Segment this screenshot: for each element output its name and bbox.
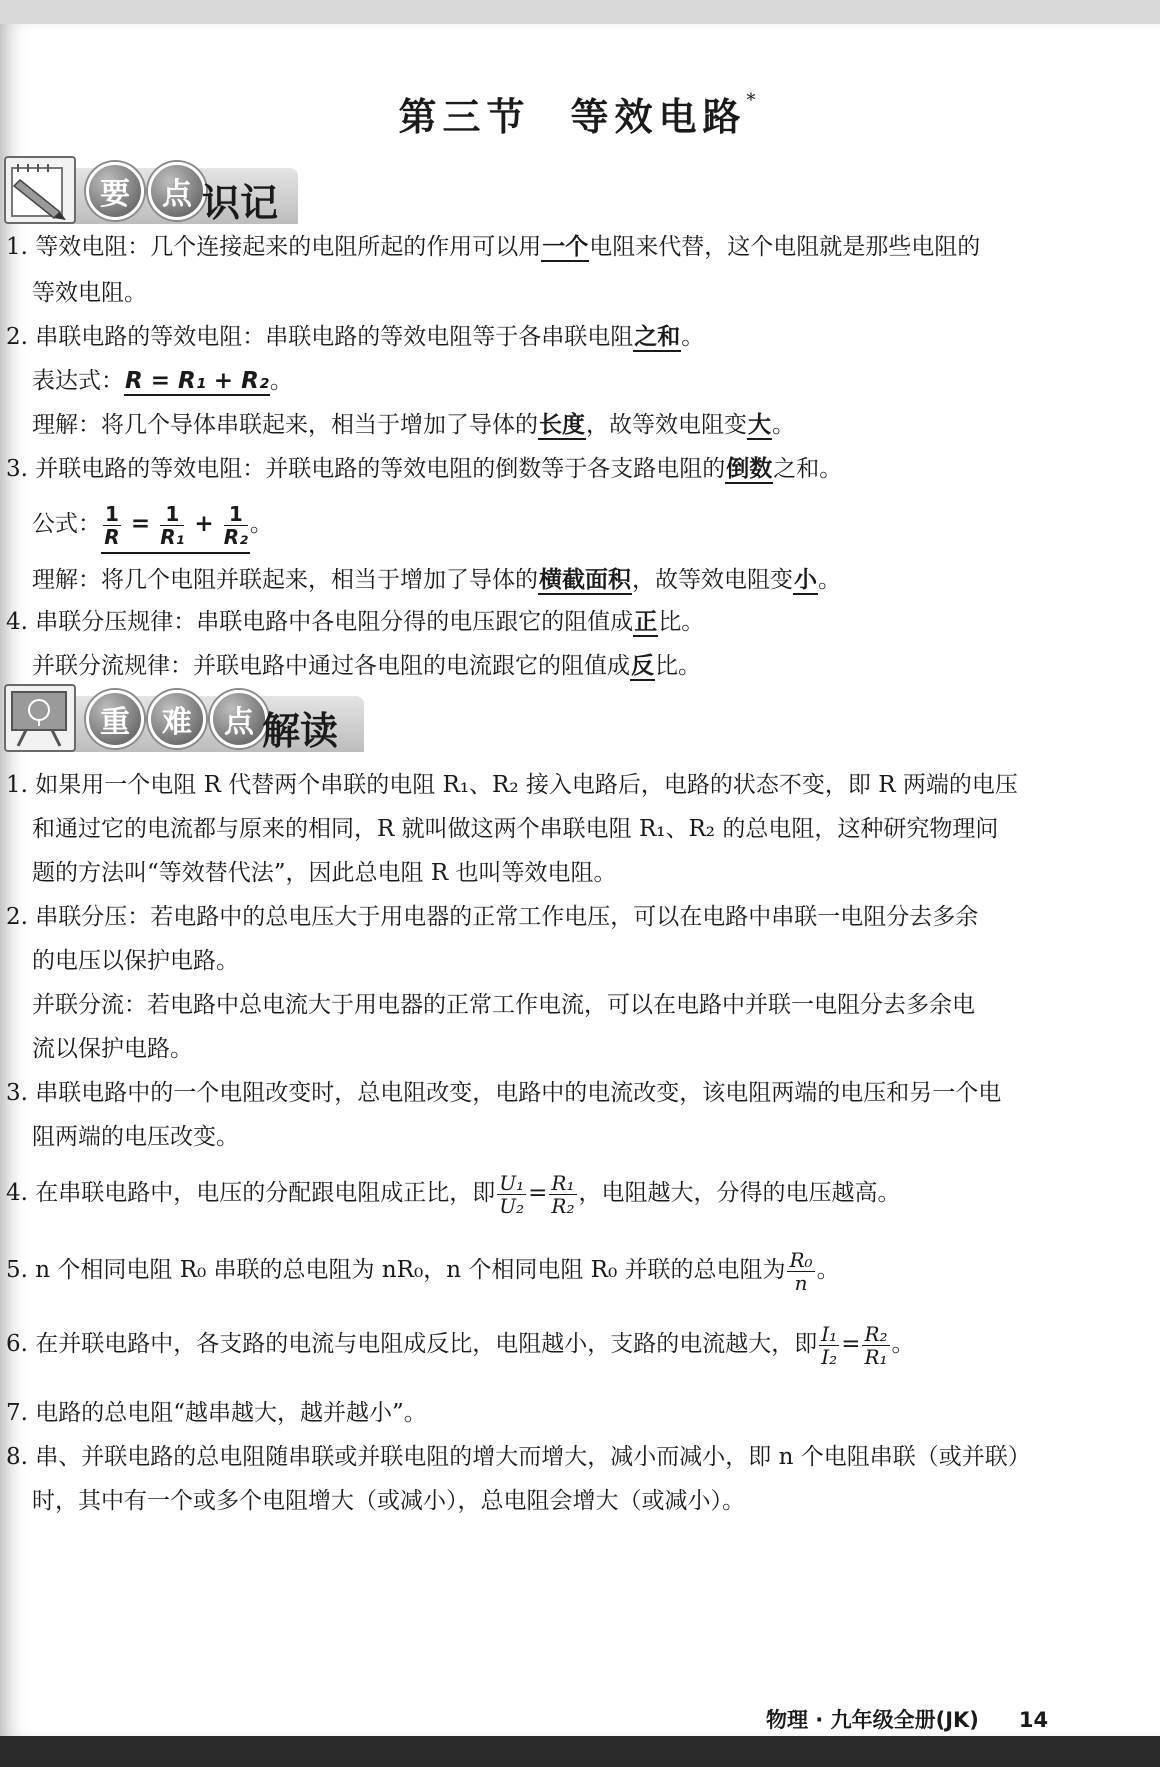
key-point-2: 2. 串联电路的等效电阻：串联电路的等效电阻等于各串联电阻之和。	[6, 324, 705, 350]
interpretation-5: 5. n 个相同电阻 R₀ 串联的总电阻为 nR₀，n 个相同电阻 R₀ 并联的总电阻为 $\frac{\text{R₀}}{n}$ 。	[6, 1247, 840, 1295]
optional-mark: *	[746, 90, 762, 111]
bubble-char: 要	[86, 162, 144, 220]
answer-blank: 之和	[634, 324, 681, 350]
section-topic: 等效电路	[570, 94, 747, 139]
interpretation-2: 2. 串联分压：若电路中的总电压大于用电器的正常工作电压，可以在电路中串联一电阻分去多余	[6, 904, 979, 930]
page-footer	[766, 1704, 1048, 1734]
section-title	[0, 86, 1160, 141]
key-point-4-parallel: 并联分流规律：并联电路中通过各电阻的电流跟它的阻值成反比。	[32, 653, 701, 679]
interpretation-3: 3. 串联电路中的一个电阻改变时，总电阻改变，电路中的电流改变，该电阻两端的电压和另一个电	[6, 1080, 1002, 1106]
interpretation-4: 4. 在串联电路中，电压的分配跟电阻成正比，即 $\frac{\text{U₁}}{\text{U₂}}$ = $\frac{\text{R₁}}{\text{R₂}}$ ，电阻越大，分得的电压越高。	[6, 1170, 901, 1218]
bubble-char: 点	[210, 690, 268, 748]
key-point-4: 4. 串联分压规律：串联电路中各电阻分得的电压跟它的阻值成正比。	[6, 609, 705, 635]
answer-formula: $\frac{1}{R}$ = $\frac{1}{\text{R₁}}$ + $\frac{1}{\text{R₂}}$	[101, 498, 250, 554]
interpretation-2-cont: 的电压以保护电路。	[32, 948, 239, 974]
answer-blank: 小	[794, 567, 817, 593]
answer-blank: 正	[634, 609, 658, 635]
book-title: 物理 · 九年级全册(JK)	[766, 1708, 979, 1732]
presentation-board-icon	[4, 684, 76, 752]
parallel-formula: 公式： $\frac{1}{R}$ = $\frac{1}{\text{R₁}}$ + $\frac{1}{\text{R₂}}$ 。	[32, 498, 273, 554]
key-point-3: 3. 并联电路的等效电阻：并联电路的等效电阻的倒数等于各支路电阻的倒数之和。	[6, 456, 843, 482]
banner-bubbles	[86, 690, 268, 748]
series-understanding: 理解：将几个导体串联起来，相当于增加了导体的长度，故等效电阻变大。	[32, 412, 795, 438]
bubble-char: 难	[148, 690, 206, 748]
interpretation-2-parallel: 并联分流：若电路中总电流大于用电器的正常工作电流，可以在电路中并联一电阻分去多余电	[32, 992, 975, 1018]
key-point-1-cont: 等效电阻。	[32, 280, 147, 306]
answer-blank: 长度	[539, 412, 585, 438]
section-number: 第三节	[398, 94, 531, 139]
banner-difficult-points	[0, 684, 380, 754]
answer-blank: 反	[631, 653, 654, 679]
interpretation-8: 8. 串、并联电路的总电阻随串联或并联电阻的增大而增大，减小而减小，即 n 个电阻串联（或并联）	[6, 1444, 1031, 1470]
interpretation-1: 1. 如果用一个电阻 R 代替两个串联的电阻 R₁、R₂ 接入电路后，电路的状态不变，即 R 两端的电压	[6, 772, 1018, 798]
interpretation-3-cont: 阻两端的电压改变。	[32, 1124, 239, 1150]
bubble-char: 点	[148, 162, 206, 220]
banner-label: 识记	[202, 181, 279, 225]
interpretation-1-cont: 题的方法叫“等效替代法”，因此总电阻 R 也叫等效电阻。	[32, 860, 617, 886]
answer-formula: R = R₁ + R₂	[125, 368, 269, 394]
banner-key-points	[0, 156, 300, 226]
interpretation-6: 6. 在并联电路中，各支路的电流与电阻成反比，电阻越小，支路的电流越大，即 $\frac{\text{I₁}}{\text{I₂}}$ = $\frac{\text{R₂}}{\text{R₁}}$ 。	[6, 1321, 915, 1369]
banner-label: 解读	[262, 709, 339, 753]
notepad-pencil-icon	[4, 156, 76, 224]
interpretation-1-cont: 和通过它的电流都与原来的相同，R 就叫做这两个串联电阻 R₁、R₂ 的总电阻，这种研究物理问	[32, 816, 999, 842]
bubble-char: 重	[86, 690, 144, 748]
banner-bubbles	[86, 162, 206, 220]
interpretation-8-cont: 时，其中有一个或多个电阻增大（或减小），总电阻会增大（或减小）。	[32, 1488, 745, 1514]
bottom-edge	[0, 1736, 1160, 1767]
answer-blank: 倒数	[726, 456, 773, 482]
answer-blank: 大	[748, 412, 771, 438]
interpretation-2-cont: 流以保护电路。	[32, 1036, 193, 1062]
book-page	[0, 24, 1160, 1736]
interpretation-7: 7. 电路的总电阻“越串越大，越并越小”。	[6, 1400, 427, 1426]
answer-blank: 横截面积	[539, 567, 631, 593]
key-point-1: 1. 等效电阻：几个连接起来的电阻所起的作用可以用一个电阻来代替，这个电阻就是那些电阻的	[6, 234, 981, 260]
series-formula: 表达式：R = R₁ + R₂。	[32, 368, 293, 394]
top-edge	[0, 0, 1160, 24]
page-number: 14	[1018, 1708, 1049, 1732]
answer-blank: 一个	[542, 234, 589, 260]
parallel-understanding: 理解：将几个电阻并联起来，相当于增加了导体的横截面积，故等效电阻变小。	[32, 567, 841, 593]
